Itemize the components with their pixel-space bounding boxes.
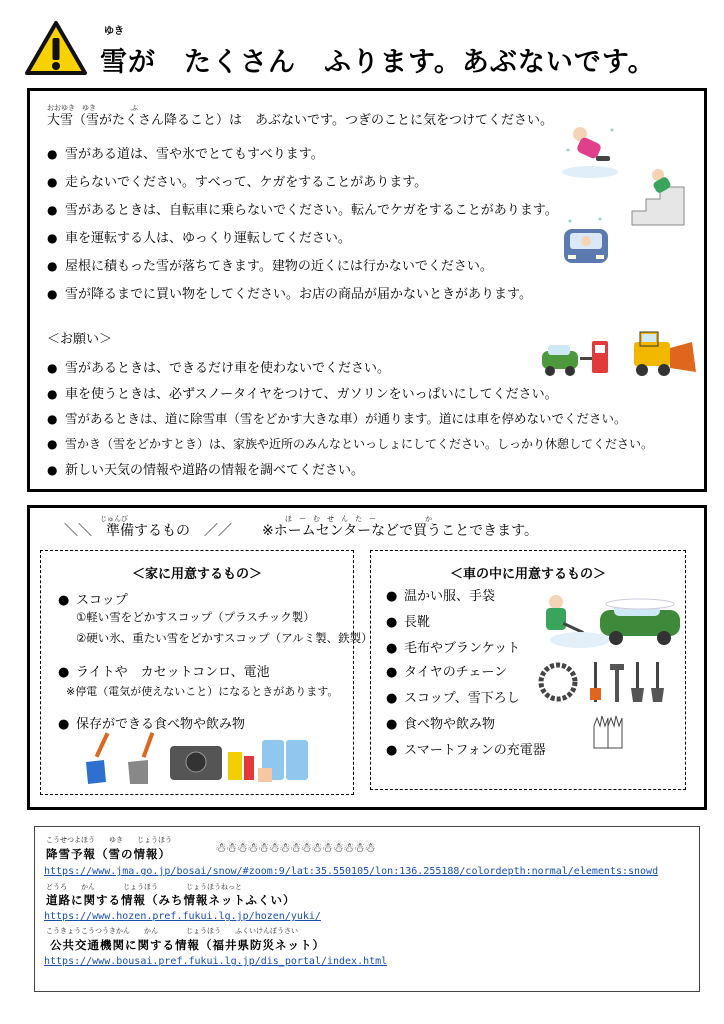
shoveling-car-illustration	[540, 592, 690, 648]
snow-forecast-ruby: こうせつよほう ゆき じょうほう	[46, 836, 172, 844]
car-tools-illustration	[538, 658, 678, 708]
car-item: ● 温かい服、手袋	[386, 589, 496, 604]
gloves-icon	[588, 712, 628, 750]
prep-heading: ＼＼ 準備するもの ／／	[64, 523, 232, 539]
shovel-sub-2: ②硬い氷、重たい雪をどかすスコップ（アルミ製、鉄製）	[76, 631, 373, 645]
page-title: 雪が たくさん ふります。あぶないです。	[100, 47, 656, 78]
request-item: ● 雪があるときは、道に除雪車（雪をどかす大きな車）が通ります。道には車を停めないでください。	[47, 411, 627, 426]
request-item: ● 雪があるときは、できるだけ車を使わないでください。	[47, 361, 391, 376]
home-item-shovel: ● スコップ	[58, 593, 128, 608]
transit-info-title: 公共交通機関に関する情報（福井県防災ネット）	[50, 938, 325, 952]
home-item-food: ● 保存ができる食べ物や飲み物	[58, 717, 246, 732]
light-sub: ※停電（電気が使えないこと）になるときがあります。	[66, 685, 339, 698]
road-info-ruby: どうろ かん じょうほう じょうほうねっと	[46, 883, 242, 891]
prep-note: ※ホームセンターなどで買うことできます。	[262, 523, 539, 539]
car-items-heading: ＜車の中に用意するもの＞	[450, 567, 607, 582]
request-item: ● 雪かき（雪をどかすとき）は、家族や近所のみんなといっしょにしてください。しっかり休憩してください。	[47, 437, 654, 451]
slipping-person-illustration	[560, 120, 620, 180]
snowman-icon: ☃☃☃☃☃☃☃☃☃☃☃☃☃☃☃	[215, 841, 375, 856]
car-item: ● 毛布やブランケット	[386, 641, 521, 656]
road-info-link[interactable]: https://www.hozen.pref.fukui.lg.jp/hozen/yuki/	[44, 911, 321, 922]
warning-sign-icon	[24, 20, 88, 76]
car-item: ● スコップ、雪下ろし	[386, 691, 520, 706]
road-info-title: 道路に関する情報（みち情報ネットふくい）	[46, 893, 296, 907]
shovel-sub-1: ①軽い雪をどかすスコップ（プラスチック製）	[76, 610, 315, 624]
warning-item: ● 走らないでください。すべって、ケガをすることがあります。	[47, 175, 428, 190]
intro-ruby: おおゆき ゆき ふ	[47, 104, 138, 112]
fall-on-stairs-illustration	[628, 165, 688, 227]
prep-ruby: じゅんび	[100, 515, 128, 523]
note-ruby: ほ ー む せ ん た ー か	[285, 515, 432, 523]
supplies-illustration	[82, 732, 322, 786]
warning-item: ● 車を運転する人は、ゆっくり運転してください。	[47, 231, 351, 246]
gas-station-illustration	[540, 335, 618, 377]
requests-heading: ＜お願い＞	[47, 332, 113, 347]
car-item: ● タイヤのチェーン	[386, 665, 508, 680]
title-ruby: ゆき	[104, 26, 124, 37]
warning-item: ● 雪がある道は、雪や氷でとてもすべります。	[47, 147, 324, 162]
warning-item: ● 屋根に積もった雪が落ちてきます。建物の近くには行かないでください。	[47, 259, 493, 274]
snowplow-illustration	[626, 328, 698, 380]
snow-forecast-link[interactable]: https://www.jma.go.jp/bosai/snow/#zoom:9/lat:35.550105/lon:136.255188/colordepth:normal/elements:snowd	[44, 866, 659, 877]
intro-text: 大雪（雪がたくさん降ること）は あぶないです。つぎのことに気をつけてください。	[47, 113, 553, 128]
warning-item: ● 雪があるときは、自転車に乗らないでください。転んでケガをすることがあります。	[47, 203, 558, 218]
home-items-heading: ＜家に用意するもの＞	[132, 567, 263, 582]
request-item: ● 車を使うときは、必ずスノータイヤをつけて、ガソリンをいっぱいにしてください。	[47, 387, 558, 402]
snow-forecast-title: 降雪予報（雪の情報）	[46, 847, 171, 861]
car-item: ● スマートフォンの充電器	[386, 743, 546, 758]
car-item: ● 長靴	[386, 615, 431, 630]
warning-item: ● 雪が降るまでに買い物をしてください。お店の商品が届かないときがあります。	[47, 287, 532, 302]
home-item-light: ● ライトや カセットコンロ、電池	[58, 665, 270, 680]
request-item: ● 新しい天気の情報や道路の情報を調べてください。	[47, 463, 365, 478]
transit-info-link[interactable]: https://www.bousai.pref.fukui.lg.jp/dis_portal/index.html	[44, 956, 388, 967]
car-driving-in-snow-illustration	[560, 215, 612, 270]
transit-info-ruby: こうきょうこうつうきかん かん じょうほう ふくいけんぼうさい	[46, 927, 298, 935]
car-item: ● 食べ物や飲み物	[386, 717, 496, 732]
